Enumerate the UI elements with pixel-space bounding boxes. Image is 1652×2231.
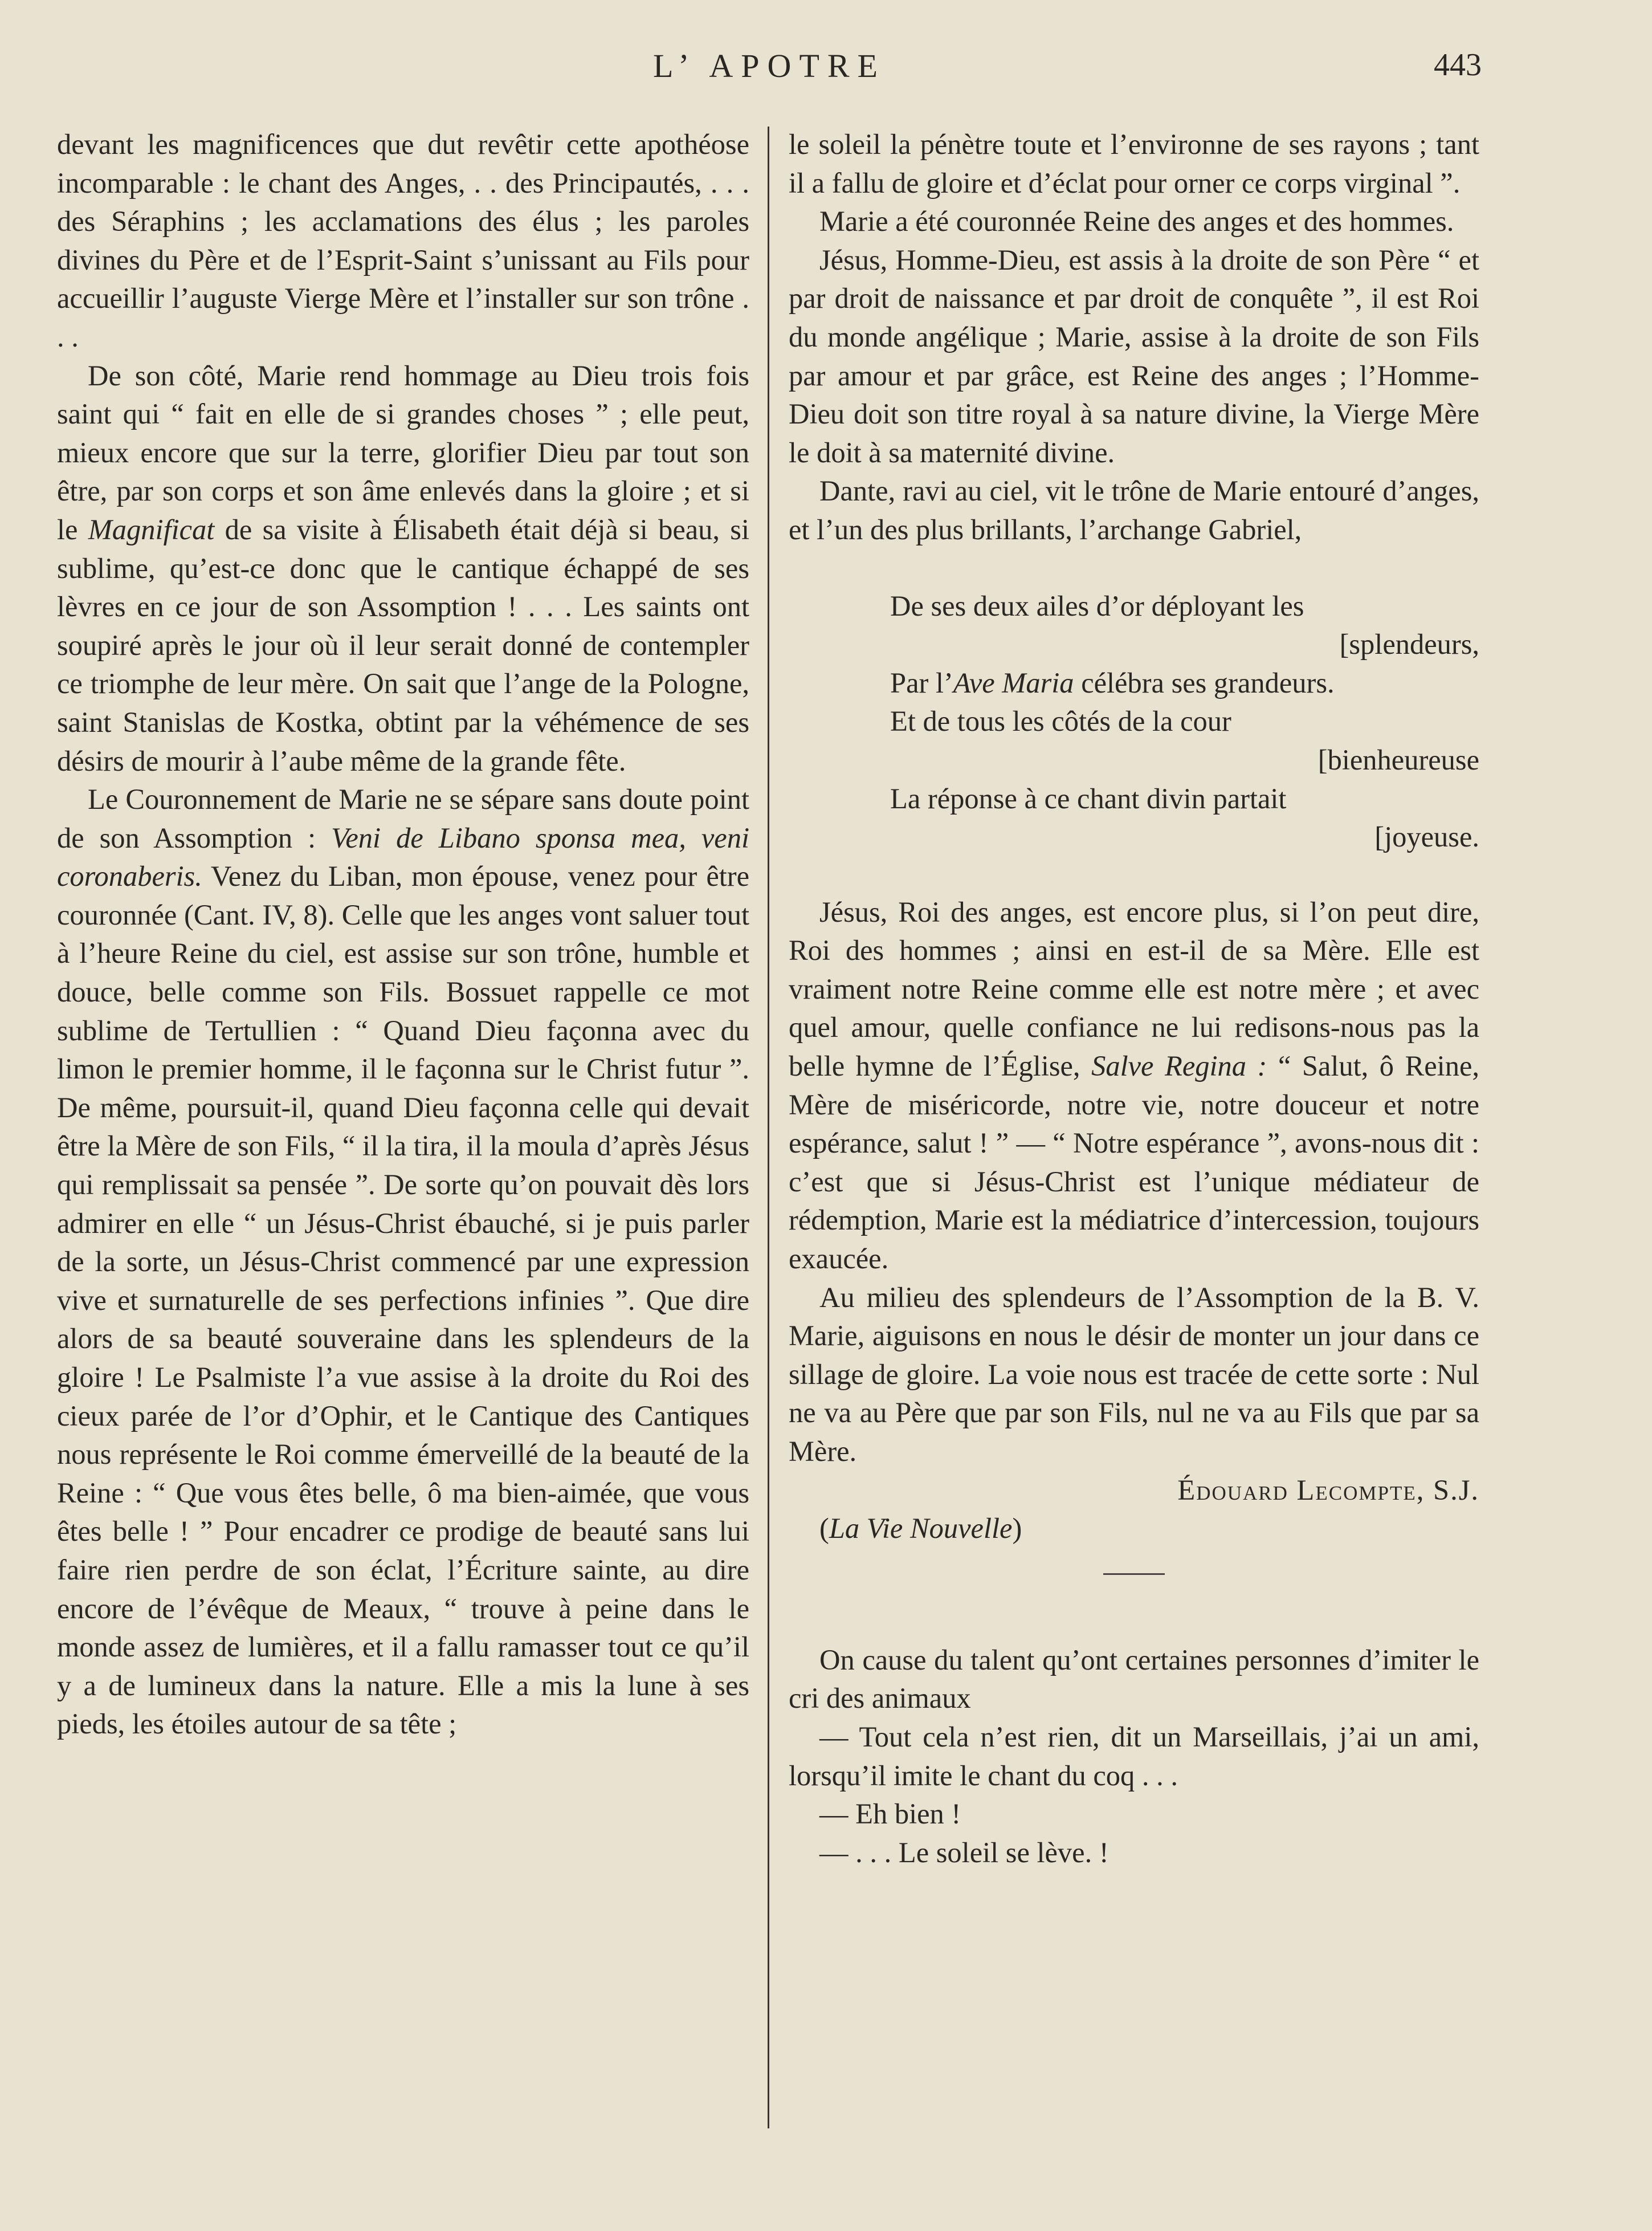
verse-line [890, 664, 1479, 703]
running-header [57, 47, 1482, 92]
verse-continuation: [bienheureuse [1317, 743, 1479, 776]
paragraph [789, 893, 1479, 1279]
paragraph [57, 357, 749, 781]
italic-text: Veni de Libano sponsa mea, veni coronaberis. [57, 821, 749, 893]
verse-continuation: [joyeuse. [1374, 821, 1479, 853]
italic-text: La Vie Nouvelle [829, 1512, 1013, 1545]
text-run: célébra ses grandeurs. [1074, 666, 1335, 699]
column-divider [768, 127, 769, 2128]
section-separator [1103, 1573, 1165, 1575]
italic-text: Salve Regina : [1091, 1050, 1267, 1082]
text-run: de sa visite à Élisabeth était déjà si beau, si sublime, qu’est-ce donc que le cantique échappé de ses lèvres en ce jour de son Assomption ! . . . Les saints ont soupiré après le jour où il leur serait donné de contempler ce triomphe de leur mère. On sait que l’ange de la Pologne, saint Stanislas de Kostka, obtint par la véhémence de ses désirs de mourir à l’aube même de la grande fête. [57, 513, 749, 777]
text-run: ) [1012, 1512, 1022, 1545]
italic-text: Ave Maria [953, 666, 1074, 699]
text-run: Jésus, Roi des anges, est encore plus, si l’on peut dire, Roi des hommes ; ainsi en est-il de sa Mère. Elle est vraiment notre Reine comme elle est notre mère ; et avec quel amour, quelle confiance ne lui redisons-nous pas la belle hymne de l’Église, [789, 895, 1479, 1082]
paragraph: le soleil la pénètre toute et l’environne de ses rayons ; tant il a fallu de gloire et d’éclat pour orner ce corps virginal ”. [789, 128, 1479, 199]
left-column [57, 125, 749, 1744]
text-run: “ Salut, ô Reine, Mère de miséricorde, notre vie, notre douceur et notre espérance, salut ! ” — “ Notre espérance ”, avons-nous dit : c’est que si Jésus-Christ est l’unique médiateur de rédemption, Marie est la médiatrice d’intercession, toujours exaucée. [789, 1050, 1479, 1275]
text-run: De son côté, Marie rend hommage au Dieu trois fois saint qui “ fait en elle de si grandes choses ” ; elle peut, mieux encore que sur la terre, glorifier Dieu par tout son être, par son corps et son âme enlevés dans la gloire ; et si le [57, 359, 749, 545]
verse-line: La réponse à ce chant divin partait [890, 782, 1287, 815]
anecdote-paragraph: On cause du talent qu’ont certaines personnes d’imiter le cri des animaux [789, 1643, 1479, 1715]
paragraph: Au milieu des splendeurs de l’Assomption de la B. V. Marie, aiguisons en nous le désir de monter un jour dans ce sillage de gloire. La voie nous est tracée de cette sorte : Nul ne va au Père que par son Fils, nul ne va au Fils que par sa Mère. [789, 1281, 1479, 1467]
text-run: ( [819, 1512, 829, 1545]
author-signature: Édouard Lecompte, S.J. [1177, 1473, 1479, 1506]
verse-continuation: [splendeurs, [1339, 628, 1479, 661]
paragraph: Marie a été couronnée Reine des anges et des hommes. [819, 205, 1454, 238]
paragraph [57, 780, 749, 1744]
italic-text: Magnificat [88, 513, 215, 545]
anecdote-paragraph: — Tout cela n’est rien, dit un Marseillais, j’ai un ami, lorsqu’il imite le chant du coq . . . [789, 1720, 1479, 1792]
journal-title: L’ APOTRE [653, 47, 886, 84]
paragraph: Jésus, Homme-Dieu, est assis à la droite de son Père “ et par droit de naissance et par droit de conquête ”, il est Roi du monde angélique ; Marie, assise à la droite de son Fils par amour et par grâce, est Reine des anges ; l’Homme-Dieu doit son titre royal à sa nature divine, la Vierge Mère le doit à sa maternité divine. [789, 243, 1479, 469]
text-run: Le Couronnement de Marie ne se sépare sans doute point de son Assomption : [57, 783, 749, 854]
text-run: Venez du Liban, mon épouse, venez pour être couronnée (Cant. IV, 8). Celle que les anges vont saluer tout à l’heure Reine du ciel, est assise sur son trône, humble et douce, belle comme son Fils. Bossuet rappelle ce mot sublime de Tertullien : “ Quand Dieu façonna avec du limon le premier homme, il le façonna sur le Christ futur ”. De même, poursuit-il, quand Dieu façonna celle qui devait être la Mère de son Fils, “ il la tira, il la moula d’après Jésus qui remplissait sa pensée ”. De sorte qu’on pouvait dès lors admirer en elle “ un Jésus-Christ ébauché, si je puis parler de la sorte, un Jésus-Christ commencé par une expression vive et surnaturelle de ses perfections infinies ”. Que dire alors de sa beauté souveraine dans les splendeurs de la gloire ! Le Psalmiste l’a vue assise à la droite du Roi des cieux parée de l’or d’Ophir, et le Cantique des Cantiques nous représente le Roi comme émerveillé de la beauté de la Reine : “ Que vous êtes belle, ô ma bien-aimée, que vous êtes belle ! ” Pour encadrer ce prodige de beauté sans lui faire rien perdre de son éclat, l’Écriture sainte, au dire encore de l’évêque de Meaux, “ trouve à peine dans le monde assez de lumières, et il a fallu ramasser tout ce qu’il y a de lumineux dans la nature. Elle a mis la lune à ses pieds, les étoiles autour de sa tête ; [57, 860, 749, 1740]
paragraph: Dante, ravi au ciel, vit le trône de Marie entouré d’anges, et l’un des plus brillants, l’archange Gabriel, [789, 475, 1479, 545]
right-column [789, 125, 1479, 1872]
source-citation [789, 1509, 1479, 1548]
paragraph: devant les magnificences que dut revêtir cette apothéose incomparable : le chant des Anges, . . des Principautés, . . . des Séraphins ; les acclamations des élus ; les paroles divines du Père et de l’Esprit-Saint s’unissant au Fils pour accueillir l’auguste Vierge Mère et l’installer sur son trône . . . [57, 128, 749, 353]
text-run: Par l’ [890, 666, 953, 699]
anecdote-paragraph: — Eh bien ! [819, 1798, 961, 1830]
anecdote-paragraph: — . . . Le soleil se lève. ! [819, 1836, 1109, 1868]
verse-quote [890, 587, 1479, 857]
verse-line: De ses deux ailes d’or déployant les [890, 589, 1304, 622]
page-number: 443 [1434, 47, 1482, 83]
verse-line: Et de tous les côtés de la cour [890, 705, 1231, 738]
